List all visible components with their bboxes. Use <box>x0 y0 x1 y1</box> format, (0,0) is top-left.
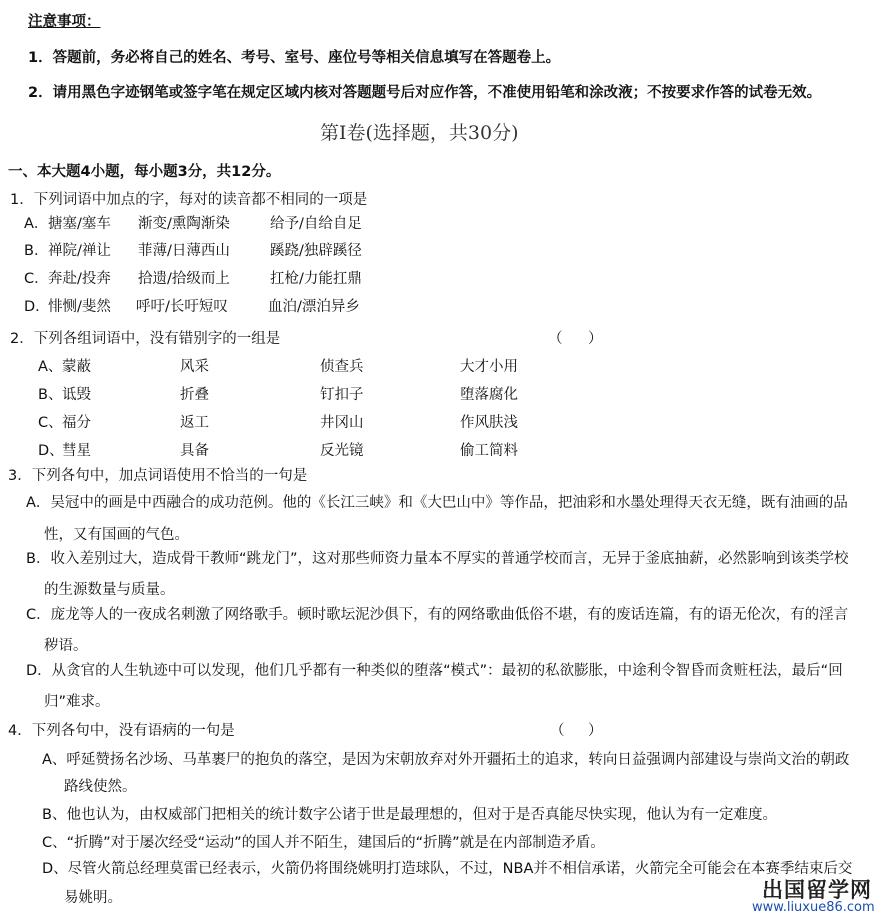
notice-item: 2．请用黑色字迹钢笔或签字笔在规定区域内核对答题题号后对应作答，不准使用铅笔和涂改液；不按要求作答的试卷无效。 <box>28 85 822 101</box>
option-line: 的生源数量与质量。 <box>44 582 175 598</box>
option-item: 扛枪/力能扛鼎 <box>270 271 362 287</box>
option-word: 折叠 <box>180 387 209 403</box>
option-word: 堕落腐化 <box>460 387 518 403</box>
option-word: 蒙蔽 <box>62 359 91 375</box>
option-word: 福分 <box>62 415 91 431</box>
option-item: 渐变/熏陶渐染 <box>138 216 230 232</box>
question-stem: 4．下列各句中，没有语病的一句是 <box>8 723 235 739</box>
option-line: A．吴冠中的画是中西融合的成功范例。他的《长江三峡》和《大巴山中》等作品，把油彩和水墨处理得天衣无缝，既有油画的品 <box>26 495 848 511</box>
option-label: D． <box>24 299 50 315</box>
option-item: 呼吁/长吁短叹 <box>136 299 228 315</box>
option-item: 菲薄/日薄西山 <box>138 243 230 259</box>
option-line: C、“折腾”对于屡次经受“运动”的国人并不陌生，建国后的“折腾”就是在内部制造矛盾。 <box>42 835 605 851</box>
option-word: 具备 <box>180 443 209 459</box>
option-item: 搪塞/塞车 <box>48 216 111 232</box>
option-label: C、 <box>38 415 63 431</box>
watermark-logo: 出国留学网 <box>762 878 872 902</box>
volume-title: 第Ⅰ卷(选择题，共30分) <box>320 122 519 144</box>
option-item: 给予/自给自足 <box>270 216 362 232</box>
answer-paren-close: ） <box>588 723 603 739</box>
option-line: D、尽管火箭总经理莫雷已经表示，火箭仍将围绕姚明打造球队，不过，NBA并不相信承诺，火箭完全可能会在本赛季结束后交 <box>42 861 853 877</box>
option-word: 风采 <box>180 359 209 375</box>
option-label: A、 <box>38 359 63 375</box>
option-line: 秽语。 <box>44 638 88 654</box>
answer-paren-close: ） <box>588 331 603 347</box>
question-stem: 3．下列各句中，加点词语使用不恰当的一句是 <box>8 468 308 484</box>
option-item: 蹊跷/独辟蹊径 <box>270 243 362 259</box>
option-line: 归”难求。 <box>44 694 110 710</box>
option-line: 路线使然。 <box>64 779 137 795</box>
option-label: B． <box>24 243 49 259</box>
watermark-url: www.liuxue86.com <box>752 900 875 914</box>
question-stem: 2．下列各组词语中，没有错别字的一组是 <box>10 331 281 347</box>
notice-item: 1．答题前，务必将自己的姓名、考号、室号、座位号等相关信息填写在答题卷上。 <box>28 50 561 66</box>
option-line: C．庞龙等人的一夜成名刺激了网络歌手。顿时歌坛泥沙俱下，有的网络歌曲低俗不堪，有的废话连篇，有的语无伦次，有的淫言 <box>26 607 849 623</box>
option-word: 诋毁 <box>62 387 91 403</box>
option-word: 返工 <box>180 415 209 431</box>
option-word: 钉扣子 <box>320 387 364 403</box>
option-line: B．收入差别过大，造成骨干教师“跳龙门”，这对那些师资力量本不厚实的普通学校而言，无异于釜底抽薪，必然影响到该类学校 <box>26 551 849 567</box>
option-item: 拾遗/拾级而上 <box>138 271 230 287</box>
option-label: B、 <box>38 387 63 403</box>
answer-paren-open: （ <box>548 331 563 347</box>
option-word: 彗星 <box>62 443 91 459</box>
option-line: B、他也认为，由权威部门把相关的统计数字公诸于世是最理想的，但对于是否真能尽快实现，他认为有一定难度。 <box>42 807 777 823</box>
notice-heading: 注意事项： <box>28 14 101 30</box>
option-word: 井冈山 <box>320 415 364 431</box>
option-item: 悱恻/斐然 <box>48 299 111 315</box>
option-word: 作风肤浅 <box>460 415 518 431</box>
option-line: 性，又有国画的气色。 <box>44 527 189 543</box>
option-item: 禅院/禅让 <box>48 243 111 259</box>
option-word: 大才小用 <box>460 359 518 375</box>
option-word: 反光镜 <box>320 443 364 459</box>
option-line: A、呼延赞扬名沙场、马革裹尸的抱负的落空，是因为宋朝放弃对外开疆拓土的追求，转向日益强调内部建设与崇尚文治的朝政 <box>42 752 850 768</box>
option-item: 奔赴/投奔 <box>48 271 111 287</box>
answer-paren-open: （ <box>550 723 565 739</box>
question-stem: 1．下列词语中加点的字，每对的读音都不相同的一项是 <box>10 192 368 208</box>
option-item: 血泊/漂泊异乡 <box>268 299 360 315</box>
section-title: 一、本大题4小题，每小题3分，共12分。 <box>8 164 281 180</box>
option-label: D、 <box>38 443 64 459</box>
option-word: 偷工简料 <box>460 443 518 459</box>
option-word: 侦查兵 <box>320 359 364 375</box>
option-line: 易姚明。 <box>64 890 122 906</box>
option-label: C． <box>24 271 49 287</box>
option-label: A． <box>24 216 49 232</box>
option-line: D．从贪官的人生轨迹中可以发现，他们几乎都有一种类似的堕落“模式”：最初的私欲膨胀，中途利令智昏而贪赃枉法，最后“回 <box>26 663 843 679</box>
